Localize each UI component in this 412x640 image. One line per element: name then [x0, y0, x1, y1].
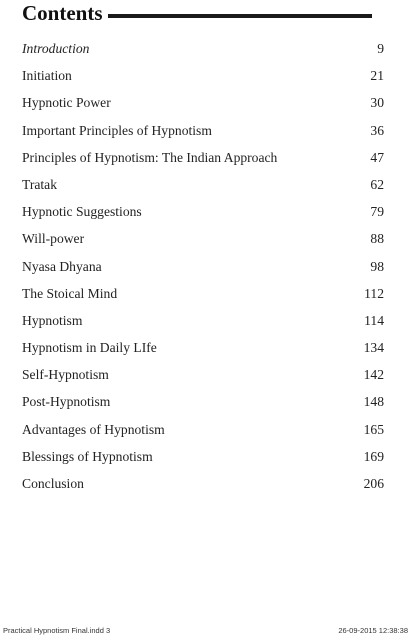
toc-entry-title: Principles of Hypnotism: The Indian Approach: [22, 149, 278, 165]
toc-entry-page: 165: [363, 421, 384, 437]
toc-entry-title: Hypnotism: [22, 312, 83, 328]
toc-entry[interactable]: [22, 67, 384, 94]
print-timestamp: 26-09-2015 12:38:38: [338, 626, 408, 635]
toc-entry-title: Tratak: [22, 176, 57, 192]
toc-entry-page: 112: [364, 285, 384, 301]
toc-entry[interactable]: [22, 421, 384, 448]
toc-entry[interactable]: [22, 230, 384, 257]
toc-entry-page: 62: [370, 176, 384, 192]
toc-entry[interactable]: [22, 366, 384, 393]
toc-entry-title: Important Principles of Hypnotism: [22, 122, 212, 138]
file-info: Practical Hypnotism Final.indd 3: [3, 626, 111, 635]
toc-entry-page: 114: [364, 312, 384, 328]
toc-entry[interactable]: [22, 393, 384, 420]
contents-header: [22, 0, 372, 25]
toc-entry[interactable]: [22, 203, 384, 230]
toc-entry[interactable]: [22, 475, 384, 502]
toc-entry[interactable]: [22, 40, 384, 67]
toc-entry-title: Post-Hypnotism: [22, 394, 111, 410]
toc-entry[interactable]: [22, 94, 384, 121]
toc-entry-title: Hypnotism in Daily LIfe: [22, 340, 157, 356]
toc-entry[interactable]: [22, 339, 384, 366]
toc-entry-title: Introduction: [22, 41, 90, 56]
toc-entry-title: Conclusion: [22, 476, 84, 491]
toc-entry-page: 88: [370, 231, 384, 247]
page-title: Contents: [22, 1, 103, 25]
toc-entry-title: Advantages of Hypnotism: [22, 421, 165, 437]
toc-entry[interactable]: [22, 312, 384, 339]
toc-entry-page: 98: [370, 258, 384, 274]
toc-entry[interactable]: [22, 176, 384, 203]
toc-entry-title: Self-Hypnotism: [22, 367, 109, 383]
toc-entry-title: Nyasa Dhyana: [22, 258, 102, 274]
toc-entry-page: 36: [370, 122, 384, 138]
table-of-contents: [22, 40, 384, 502]
toc-entry-page: 169: [363, 448, 384, 464]
toc-entry-title: Will-power: [22, 231, 85, 247]
toc-entry-title: Initiation: [22, 68, 72, 84]
toc-entry[interactable]: [22, 258, 384, 285]
toc-entry-title: Hypnotic Suggestions: [22, 204, 142, 220]
header-rule: [108, 14, 372, 18]
toc-entry[interactable]: [22, 448, 384, 475]
toc-entry[interactable]: [22, 285, 384, 312]
toc-entry-page: 21: [370, 68, 384, 84]
toc-entry-page: 142: [363, 367, 384, 383]
print-footer: [3, 626, 408, 635]
toc-entry-page: 79: [370, 204, 384, 220]
toc-entry-title: The Stoical Mind: [22, 285, 118, 301]
toc-entry[interactable]: [22, 122, 384, 149]
toc-entry-title: Blessings of Hypnotism: [22, 448, 153, 464]
toc-entry-page: 30: [370, 95, 384, 111]
toc-entry-page: 148: [363, 394, 384, 410]
toc-entry[interactable]: [22, 149, 384, 176]
toc-entry-title: Hypnotic Power: [22, 95, 111, 111]
toc-entry-page: 134: [363, 340, 384, 356]
toc-entry-page: 206: [363, 476, 384, 491]
toc-entry-page: 9: [377, 41, 384, 56]
toc-entry-page: 47: [370, 149, 384, 165]
